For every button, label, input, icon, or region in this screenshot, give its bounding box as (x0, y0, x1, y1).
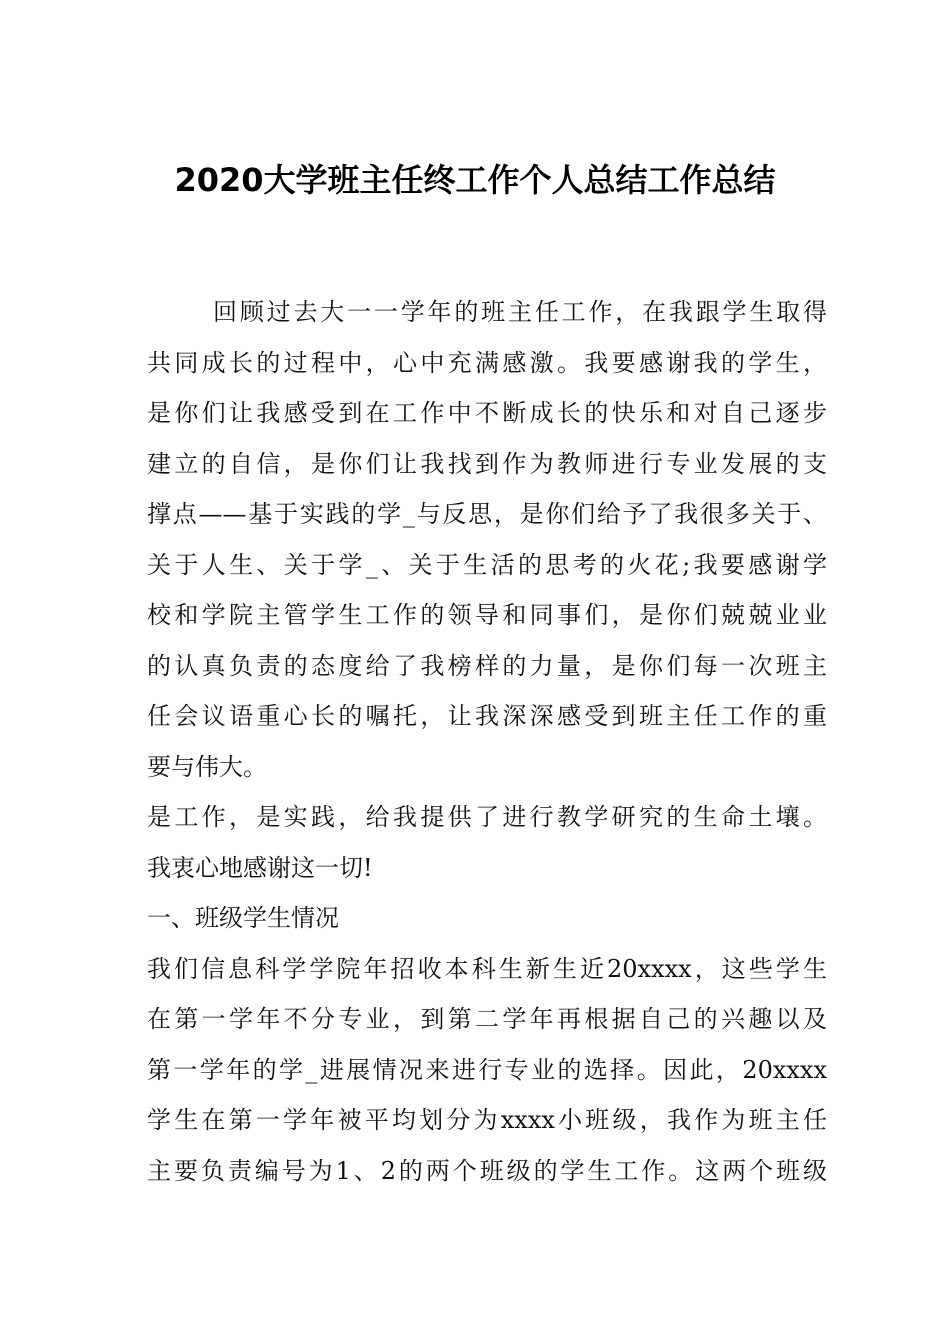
body-line: 回顾过去大一一学年的班主任工作，在我跟学生取得 (213, 298, 827, 326)
body-line: 第一学年的学_进展情况来进行专业的选择。因此，20xxxx (147, 1055, 827, 1084)
body-line: 主要负责编号为1、2的两个班级的学生工作。这两个班级 (147, 1156, 827, 1185)
body-line: 是工作，是实践，给我提供了进行教学研究的生命土壤。 (147, 803, 827, 831)
body-line: 撑点——基于实践的学_与反思，是你们给予了我很多关于、 (147, 500, 827, 528)
body-line: 的认真负责的态度给了我榜样的力量，是你们每一次班主 (147, 651, 827, 680)
body-line: 我衷心地感谢这一切! (147, 853, 373, 882)
document-body (147, 287, 827, 1196)
body-line: 学生在第一学年被平均划分为xxxx小班级，我作为班主任 (147, 1106, 827, 1134)
body-line: 关于人生、关于学_、关于生活的思考的火花;我要感谢学 (147, 550, 827, 579)
body-line: 要与伟大。 (147, 752, 267, 781)
body-line: 校和学院主管学生工作的领导和同事们，是你们兢兢业业 (147, 601, 827, 629)
body-line: 我们信息科学学院年招收本科生新生近20xxxx，这些学生 (147, 954, 827, 983)
body-line: 是你们让我感受到在工作中不断成长的快乐和对自己逐步 (147, 399, 827, 427)
document-title: 2020大学班主任终工作个人总结工作总结 (174, 161, 776, 199)
body-line: 建立的自信，是你们让我找到作为教师进行专业发展的支 (147, 449, 827, 478)
body-line: 一、班级学生情况 (147, 904, 339, 932)
body-line: 在第一学年不分专业，到第二学年再根据自己的兴趣以及 (147, 1005, 827, 1033)
body-line: 任会议语重心长的嘱托，让我深深感受到班主任工作的重 (147, 702, 827, 730)
body-line: 共同成长的过程中，心中充满感激。我要感谢我的学生， (147, 348, 827, 377)
